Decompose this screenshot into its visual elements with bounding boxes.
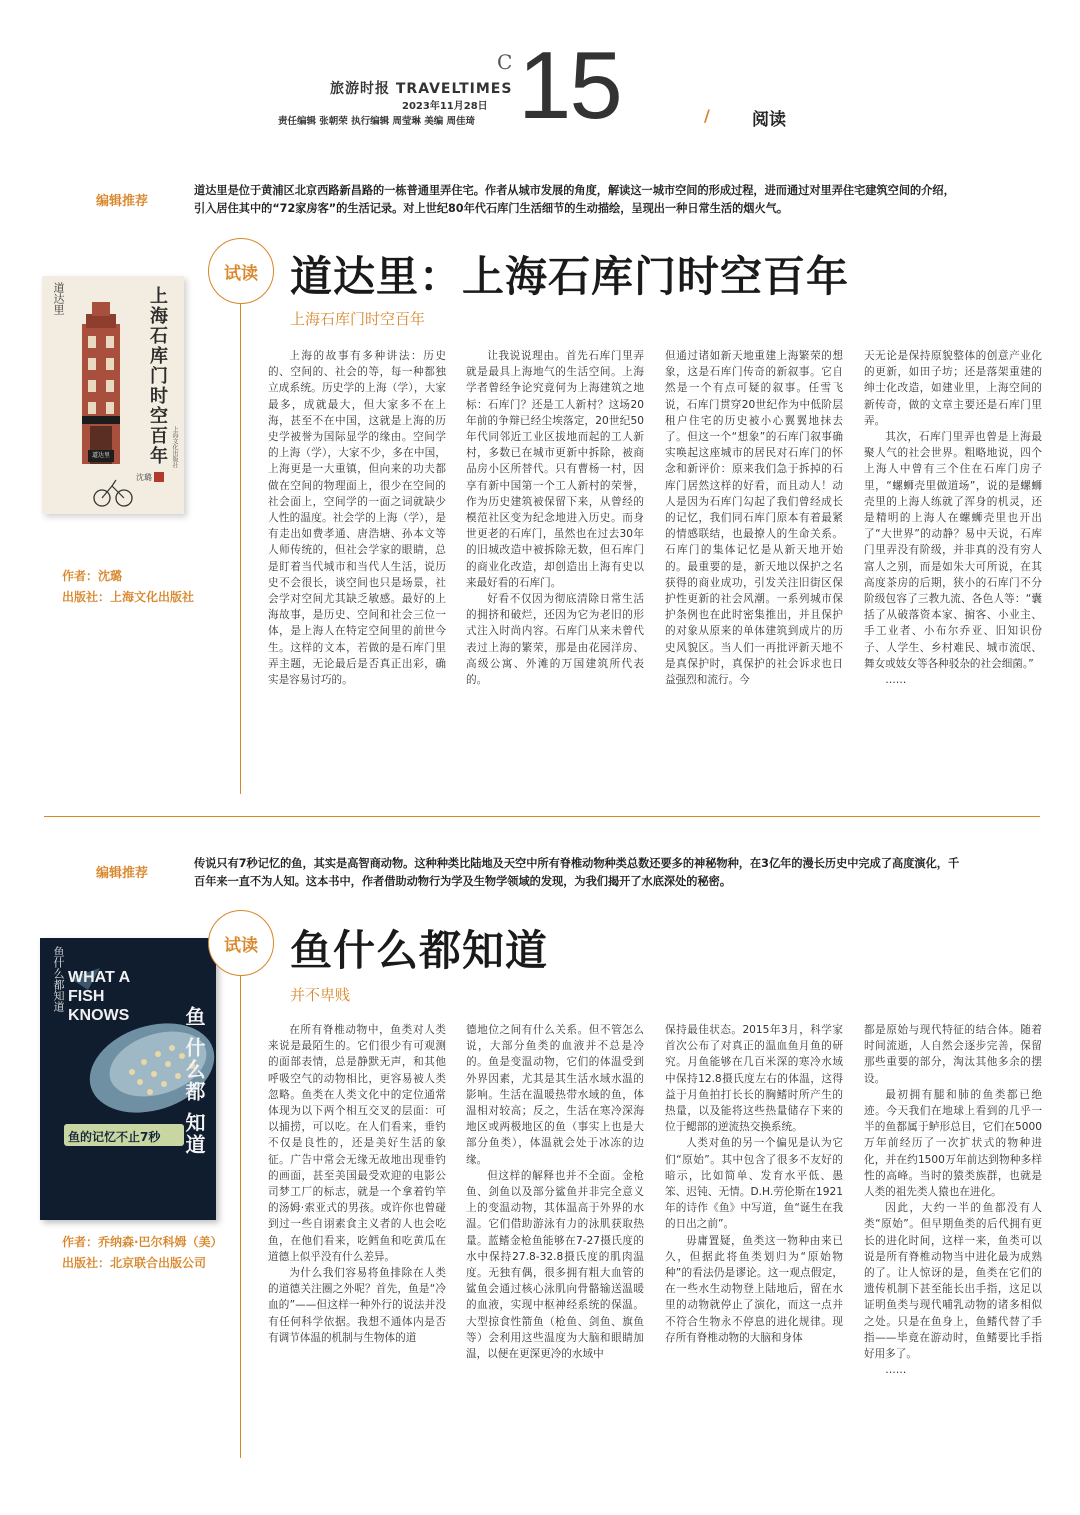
article-subhead: 上海石库门时空百年 xyxy=(290,310,426,328)
cover-series-title: 道达里 xyxy=(52,282,65,315)
paragraph: 最初拥有腿和肺的鱼类都已绝迹。今天我们在地球上看到的几乎一半的鱼都属于鲈形总目，它们在5000万年前经历了一次扩状式的物种进化，并在约1500万年前达到物种多样性的高峰。当时的猿类族群，也就是人类的祖先类人猿也在进化。 xyxy=(864,1088,1042,1199)
paper-name: 旅游时报 TRAVELTIMES xyxy=(330,81,513,97)
book-credits xyxy=(62,566,194,608)
article-column-4 xyxy=(864,1022,1042,1378)
article-headline: 鱼什么都知道 xyxy=(290,926,549,975)
article-column-2 xyxy=(466,348,644,688)
paragraph: 但通过诸如新天地重建上海繁荣的想象，这是石库门传奇的新叙事。它自然是一个有点可疑的叙事。任雪飞说，石库门贯穿20世纪作为中低阶层租户住宅的历史被小心翼翼地抹去了。但这一个“想象”的石库门叙事确实唤起这座城市的居民对石库门的怀念和新评价：原来我们急于拆掉的石库门居然这样的好看，而且动人！动人是因为石库门勾起了我们曾经成长的记忆，我们同石库门原本有着最紧的情感联结，也最撩人的生命关系。石库门的集体记忆是从新天地开始的。最重要的是，新天地以保护之名获得的商业成功，引发关注旧街区保护性更新的社会风潮。一系列城市保护条例也在此时密集推出，并且保护的对象从原来的单体建筑到成片的历史风貌区。当人们一再批评新天地不是真保护时，真保护的社会诉求也日益强烈和流行。今 xyxy=(665,350,843,687)
article-column-1 xyxy=(268,348,446,688)
paragraph: 让我说说理由。首先石库门里弄就是最具上海地气的生活空间。上海学者曾经争论究竟何为上海建筑之地标：石库门？还是工人新村？这场20年前的争辩已经尘埃落定，20世纪50年代同邻近工业区拔地而起的工人新村，多数已在城市更新中拆除，被商品房小区所替代。只有曹杨一村，因享有新中国第一个工人新村的荣誉，作为历史建筑被保留下来，从曾经的模范社区变为纪念地进入历史。而身世更老的石库门，虽然也在过去30年的旧城改造中被拆除无数，但石库门的商业化改造，却创造出上海有史以来最好看的石库门。 xyxy=(466,350,644,589)
book-credits xyxy=(62,1232,223,1274)
paragraph: 好看不仅因为彻底清除日常生活的拥挤和破烂，还因为它为老旧的形式注入时尚内容。石库门从来未曾代表过上海的繁荣，那是由花园洋房、高级公寓、外滩的万国建筑所代表的。 xyxy=(466,593,644,687)
cover-cn-title: 鱼 什么都 知道 xyxy=(182,1006,206,1156)
editor-recommend-text: 传说只有7秒记忆的鱼，其实是高智商动物。这种种类比陆地及天空中所有脊椎动物种类总数还要多的神秘物种，在3亿年的漫长历史中完成了高度演化，千百年来一直不为人知。这本书中，作者借助动物行为学及生物学领域的发现，为我们揭开了水底深处的秘密。 xyxy=(194,857,960,888)
paragraph: 因此，大约一半的鱼都没有人类“原始”。但早期鱼类的后代拥有更长的进化时间，这样一来，鱼类可以说是所有脊椎动物当中进化最为成熟的了。让人惊讶的是，鱼类在它们的遗传机制下甚至能长出手指，这足以证明鱼类与现代哺乳动物的诸多相似之处。只是在鱼身上，鱼鳍代替了手指——毕竟在游动时，鱼鳍要比手指好用多了。 xyxy=(864,1202,1042,1361)
author-credit: 作者：乔纳森·巴尔科姆（美） xyxy=(62,1235,223,1249)
publisher-credit: 出版社：北京联合出版公司 xyxy=(62,1256,207,1270)
article-column-2 xyxy=(466,1022,644,1362)
cover-author: 沈璐 xyxy=(136,473,152,482)
article-column-3 xyxy=(665,1022,843,1346)
editor-recommend-label: 编辑推荐 xyxy=(96,194,149,209)
paragraph: …… xyxy=(885,1364,907,1377)
cover-title: 上海石库门时空百年 xyxy=(147,286,168,466)
book-cover-what-a-fish-knows xyxy=(40,938,216,1220)
issue-date: 2023年11月28日 xyxy=(402,101,488,112)
cover-tagline: 鱼的记忆不止7秒 xyxy=(68,1130,161,1144)
editor-credits: 责任编辑 张朝荣 执行编辑 周莹琳 美编 周佳琦 xyxy=(278,116,476,127)
article-column-4 xyxy=(864,348,1042,688)
vertical-divider xyxy=(240,974,241,1458)
article-column-3 xyxy=(665,348,843,688)
paragraph: 其次，石库门里弄也曾是上海最聚人气的社会世界。粗略地说，四个上海人中曾有三个住在石库门房子里，“螺蛳壳里做道场”，说的是螺蛳壳里的上海人练就了浑身的机灵，还是精明的上海人在螺蛳壳里也开出了“大世界”的动静？易中天说，石库门里弄没有阶级，并非真的没有穷人富人之别，而是如朱大可所说，在其高度茶房的后期，狭小的石库门不分阶级包容了三教九流、各色人等：“囊括了从破落资本家、掮客、小业主、手工业者、小布尔乔亚、旧知识份子、人学生、乡村难民、城市流氓、舞女或妓女等各种驳杂的社会细菌。” xyxy=(864,431,1042,670)
vertical-divider xyxy=(240,302,241,794)
cover-cn-title-top: 鱼什么都知道 xyxy=(52,946,65,1012)
page-number: 15 xyxy=(518,32,621,139)
paragraph: 但这样的解释也并不全面。金枪鱼、剑鱼以及部分鲨鱼并非完全意义上的变温动物，其体温高于外界的水温。它们借助游泳有力的泳肌获取热量。蓝鳍金枪鱼能够在7-27摄氏度的水中保持27.8-32.8摄氏度的肌肉温度。无独有偶，很多拥有粗大血管的鲨鱼会通过核心泳肌向骨骼输送温暖的血液，实现中枢神经系统的保温。大型掠食性箭鱼（枪鱼、剑鱼、旗鱼等）会利用这些温度为大脑和眼睛加温，以便在更深更冷的水域中 xyxy=(466,1169,644,1361)
book-cover-daodali xyxy=(42,276,184,514)
trial-read-badge: 试读 xyxy=(208,910,274,976)
article-headline: 道达里：上海石库门时空百年 xyxy=(290,252,850,301)
trial-read-badge: 试读 xyxy=(208,238,274,304)
paragraph: 保持最佳状态。2015年3月，科学家首次公布了对真正的温血鱼月鱼的研究。月鱼能够在几百米深的寒冷水域中保持12.8摄氏度左右的体温，这得益于月鱼拍打长长的胸鳍时所产生的热量，以及能将这些热量储存下来的位于鳃部的逆流热交换系统。 xyxy=(665,1024,843,1134)
paragraph: …… xyxy=(885,674,907,687)
paragraph: 人类对鱼的另一个偏见是认为它们“原始”。其中包含了很多不友好的暗示，比如简单、发育水平低、愚笨、迟钝、无情。D.H.劳伦斯在1921年的诗作《鱼》中写道，鱼“诞生在我的日出之前”。 xyxy=(665,1137,843,1231)
paragraph: 毋庸置疑，鱼类这一物种由来已久，但据此将鱼类划归为“原始物种”的看法仍是谬论。这一观点假定，在一些水生动物登上陆地后，留在水里的动物就停止了演化，而这一点并不符合生物永不停息的进化规律。现存所有脊椎动物的大脑和身体 xyxy=(665,1234,843,1344)
paragraph: 在所有脊椎动物中，鱼类对人类来说是最陌生的。它们很少有可观测的面部表情，总是静默无声，和其他呼吸空气的动物相比，更容易被人类忽略。鱼类在人类文化中的定位通常体现为以下两个相互交叉的层面：可以捕捞，可以吃。在人们看来，垂钓不仅是良性的，还是美好生活的象征。广告中常会无缘无故地出现垂钓的画面，甚至美国最受欢迎的电影公司梦工厂的标志，就是一个拿着钓竿的汤姆·索亚式的男孩。或许你也曾碰到过一些自诩素食主义者的人也会吃鱼，在他们看来，吃鳕鱼和吃黄瓜在道德上似乎没有什么差异。 xyxy=(268,1024,446,1263)
paragraph: 天无论是保持原貌整体的创意产业化的更新，如田子坊；还是落架重建的绅士化改造，如建业里，上海空间的新传奇，做的文章主要还是石库门里弄。 xyxy=(864,350,1042,427)
article-column-1 xyxy=(268,1022,446,1346)
paragraph: 上海的故事有多种讲法：历史的、空间的、社会的等，每一种都独立成系统。历史学的上海（学），大家最多，成就最大，但大家多不在上海，甚至不在中国，这就是上海的历史学被誉为国际显学的缘由。空间学的上海（学），大家不少，多在中国，上海更是一大重镇，但向来的功夫都做在空间的物理面上，很少在空间的社会面上，空间学的一面之词就缺少人性的温度。社会学的上海（学），是有走出如费孝通、唐浩塘、孙本文等人师传统的，但社会学家的眼睛，总是盯着当代城市和当代人生活，说历史不会很长，谈空间也只是场景，社会学对空间尤其缺乏敏感。最好的上海故事，是历史、空间和社会三位一体，是上海人在特定空间里的前世今生。这样的文本，若做的是石库门里弄主题，无论最后是否真正出彩，确实是容易讨巧的。 xyxy=(268,350,446,687)
publisher-credit: 出版社：上海文化出版社 xyxy=(62,590,195,604)
paragraph: 为什么我们容易将鱼排除在人类的道德关注圈之外呢？首先，鱼是“冷血的”——但这样一种外行的说法并没有任何科学依据。我想不通体内是否有调节体温的机制与生物体的道 xyxy=(268,1267,446,1344)
cover-plaque: 道达里 xyxy=(88,450,114,462)
editor-recommend-label: 编辑推荐 xyxy=(96,866,149,881)
article-subhead: 并不卑贱 xyxy=(290,986,351,1004)
paragraph: 都是原始与现代特征的结合体。随着时间流逝，人自然会逐步完善，保留那些重要的部分，淘汰其他多余的摆设。 xyxy=(864,1024,1042,1085)
cover-publisher: 上海文化出版社 xyxy=(171,426,178,468)
author-credit: 作者：沈璐 xyxy=(62,569,123,583)
page-prefix: C xyxy=(497,50,513,74)
section-name: 阅读 xyxy=(752,110,786,130)
section-divider xyxy=(44,816,1040,817)
paragraph: 德地位之间有什么关系。但不管怎么说，大部分鱼类的血液并不总是冷的。鱼是变温动物，它们的体温受到外界因素，尤其是其生活水域水温的影响。生活在温暖热带水域的鱼，体温相对较高；反之，生活在寒冷深海地区或两极地区的鱼（事实上也是大部分鱼类），体温就会处于冰冻的边缘。 xyxy=(466,1024,644,1166)
section-slash: / xyxy=(704,106,710,125)
editor-recommend-text: 道达里是位于黄浦区北京西路新昌路的一栋普通里弄住宅。作者从城市发展的角度，解读这一城市空间的形成过程，进而通过对里弄住宅建筑空间的介绍，引入居住其中的“72家房客”的生活记录。对上世纪80年代石库门生活细节的生动描绘，呈现出一种日常生活的烟火气。 xyxy=(194,184,955,215)
cover-en-title: WHAT A FISH KNOWS xyxy=(68,969,130,1024)
